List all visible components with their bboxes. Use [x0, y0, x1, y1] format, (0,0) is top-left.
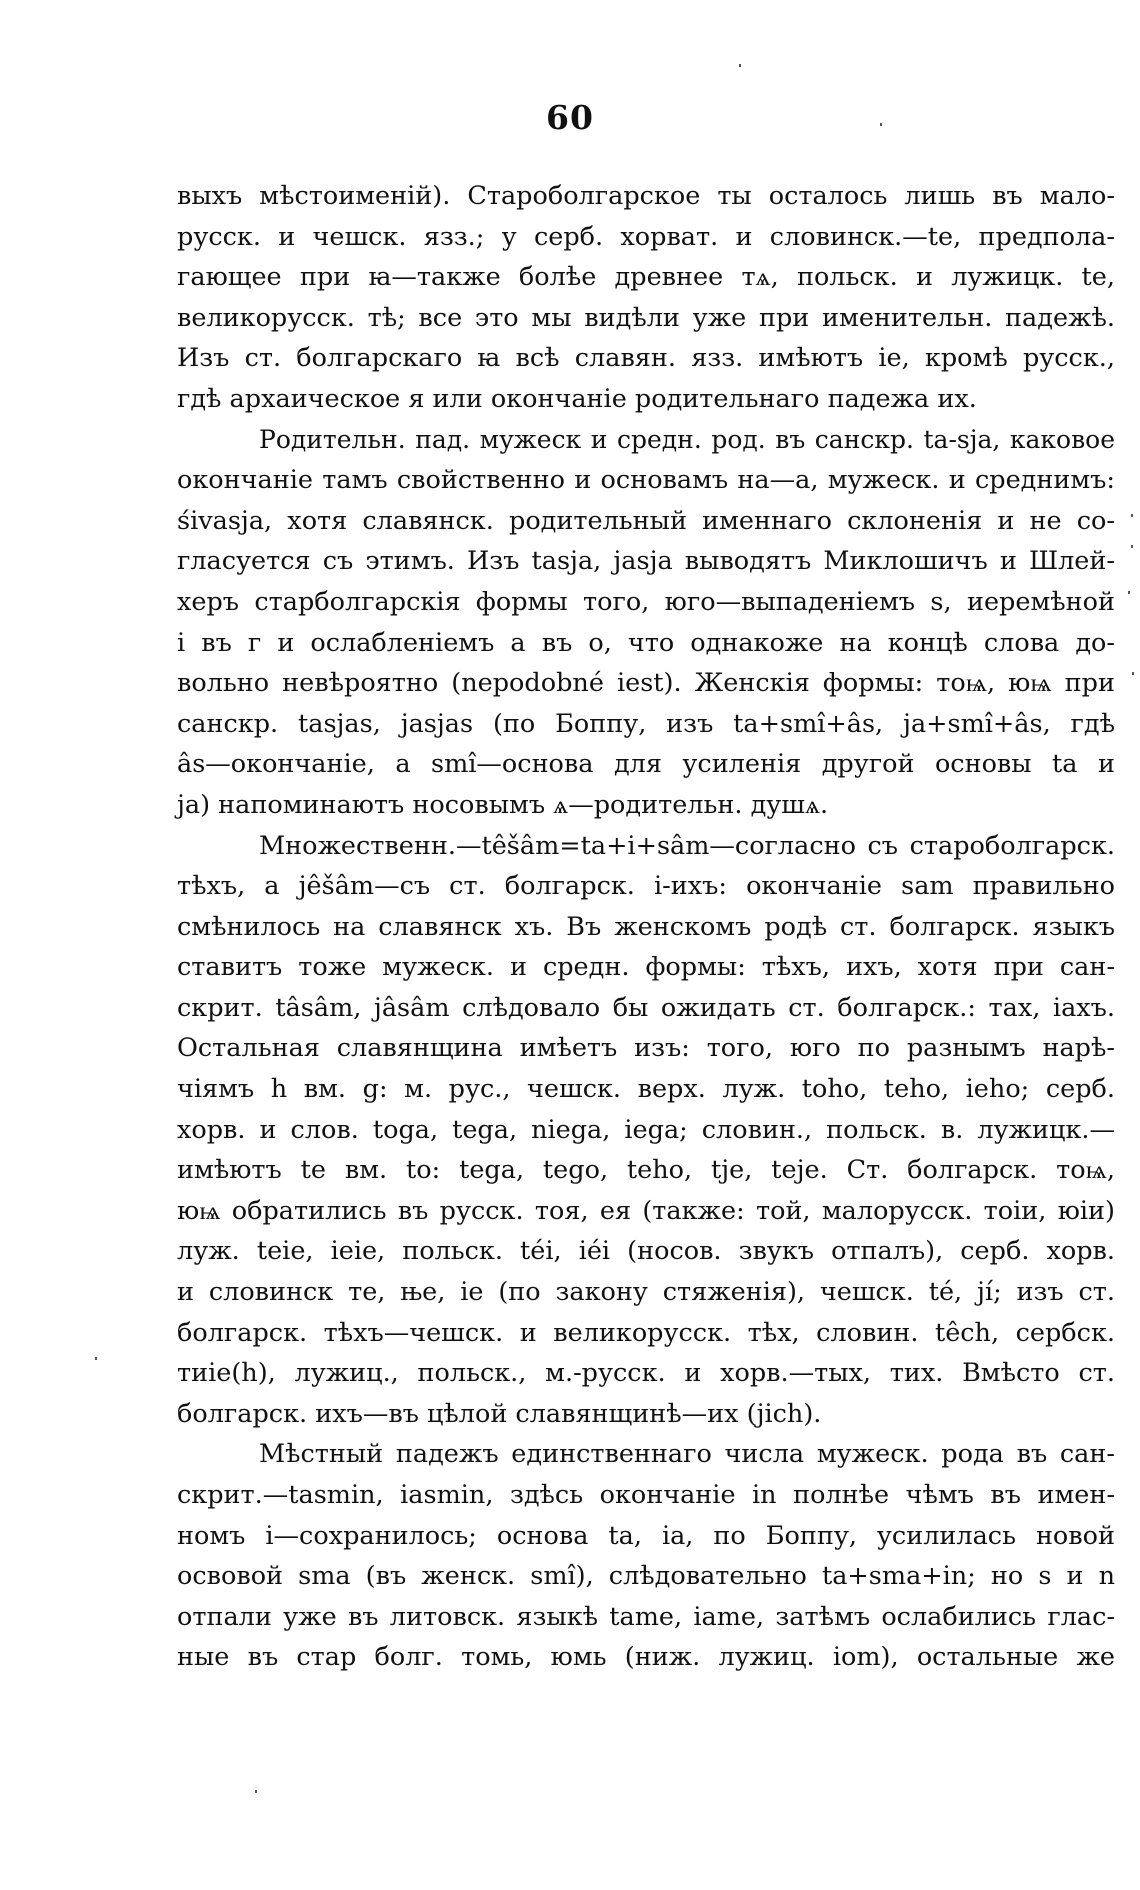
print-speck — [1132, 672, 1134, 675]
print-speck — [880, 123, 882, 126]
text-line: гласуется съ этимъ. Изъ tasja, jasja выводятъ Миклошичъ и Шлей- — [177, 546, 1115, 577]
paragraph-first-line: Родительн. пад. мужеск и средн. род. въ санскр. ta-sja, каковое — [259, 424, 1115, 454]
paragraph-first-line: Мѣстный падежъ единственнаго числа мужеск. рода въ сан- — [259, 1439, 1115, 1470]
text-line: śivasja, хотя славянск. родительный именнаго склоненія и не со- — [177, 505, 1115, 536]
text-line: болгарск. тѣхъ—чешск. и великорусск. тѣх, словин. têch, сербск. — [177, 1317, 1115, 1348]
text-line: отпали уже въ литовск. языкѣ tame, iame, затѣмъ ослабились глас- — [177, 1601, 1115, 1632]
print-speck — [1131, 545, 1133, 548]
text-line: санскр. tasjas, jasjas (по Боппу, изъ ta+smî+âs, ja+smî+âs, гдѣ — [177, 708, 1115, 739]
text-line: херъ старболгарскія формы того, юго—выпаденіемъ s, иеремѣной — [177, 586, 1115, 617]
text-line: вольно невѣроятно (nepodobné iest). Женскія формы: тоѩ, юѩ при — [177, 668, 1115, 699]
text-line: Остальная славянщина имѣетъ изъ: того, юго по разнымъ нарѣ- — [177, 1033, 1115, 1064]
print-speck — [255, 1790, 257, 1793]
text-line: Изъ ст. болгарскаго ꙗ всѣ славян. язз. имѣютъ ie, кромѣ русск., — [177, 343, 1115, 374]
text-line: луж. teie, ieie, польск. téi, iéi (носов. звукъ отпалъ), серб. хорв. — [177, 1236, 1115, 1267]
text-line: имѣютъ te вм. to: tega, tego, teho, tje, teje. Ст. болгарск. тоѩ, — [177, 1155, 1115, 1186]
text-line: тиie(h), лужиц., польск., м.-русск. и хорв.—тых, тих. Вмѣсто ст. — [177, 1358, 1115, 1389]
text-line: освовой sma (въ женск. smî), слѣдовательно ta+sma+in; но s и n — [177, 1561, 1115, 1592]
text-line: скрит. tâsâm, jâsâm слѣдовало бы ожидать ст. болгарск.: тах, іахъ. — [177, 992, 1115, 1023]
text-line: ja) напоминаютъ носовымъ ѧ—родительн. душѧ. — [177, 789, 829, 820]
text-line: i въ г и ослабленіемъ a въ o, что однакоже на концѣ слова до- — [177, 627, 1115, 658]
body-text — [177, 176, 1115, 1678]
text-line: гдѣ архаическое я или окончаніе родительнаго падежа их. — [177, 383, 977, 414]
text-line: ные въ стар болг. томь, юмь (ниж. лужиц. iom), остальные же — [177, 1642, 1115, 1673]
print-speck — [739, 64, 741, 67]
text-line: смѣнилось на славянск хъ. Въ женскомъ родѣ ст. болгарск. языкъ — [177, 911, 1115, 942]
text-line: тѣхъ, а jêšâm—съ ст. болгарск. і-ихъ: окончаніе sam правильно — [177, 871, 1115, 902]
print-speck — [1128, 591, 1130, 594]
text-line: чіямъ h вм. g: м. рус., чешск. верх. луж. toho, teho, ieho; серб. — [177, 1074, 1115, 1105]
print-speck — [1131, 514, 1133, 517]
page-number: 60 — [546, 98, 594, 137]
print-speck — [95, 1357, 97, 1360]
text-line: болгарск. ихъ—въ цѣлой славянщинѣ—их (jich). — [177, 1398, 822, 1429]
text-line: скрит.—tasmin, iasmin, здѣсь окончаніе in полнѣе чѣмъ въ имен- — [177, 1480, 1115, 1510]
text-line: хорв. и слов. toga, tega, niega, iega; словин., польск. в. лужицк.— — [177, 1114, 1115, 1145]
text-line: номъ i—сохранилось; основа ta, ia, по Боппу, усилилась новой — [177, 1520, 1115, 1551]
text-line: великорусск. тѣ; все это мы видѣли уже при именительн. падежѣ. — [177, 302, 1115, 333]
text-line: юѩ обратились въ русск. тоя, ея (также: той, малорусск. тоіи, юіи) — [177, 1195, 1115, 1226]
text-line: окончаніе тамъ свойственно и основамъ на—a, мужеск. и среднимъ: — [177, 465, 1115, 496]
text-line: ставитъ тоже мужеск. и средн. формы: тѣхъ, ихъ, хотя при сан- — [177, 952, 1115, 983]
paragraph-first-line: Множественн.—têšâm=ta+i+sâm—согласно съ староболгарск. — [259, 830, 1115, 861]
text-line: русск. и чешск. язз.; у серб. хорват. и словинск.—te, предпола- — [177, 221, 1115, 252]
text-line: и словинск те, ње, ie (по закону стяженія), чешск. té, jí; изъ ст. — [177, 1277, 1115, 1308]
text-line: гающее при ꙗ—также болѣе древнее тѧ, польск. и лужицк. te, — [177, 262, 1115, 293]
text-line: выхъ мѣстоименій). Староболгарское ты осталось лишь въ мало- — [177, 181, 1115, 211]
text-line: âs—окончаніе, а smî—основа для усиленія другой основы ta и — [177, 749, 1115, 780]
